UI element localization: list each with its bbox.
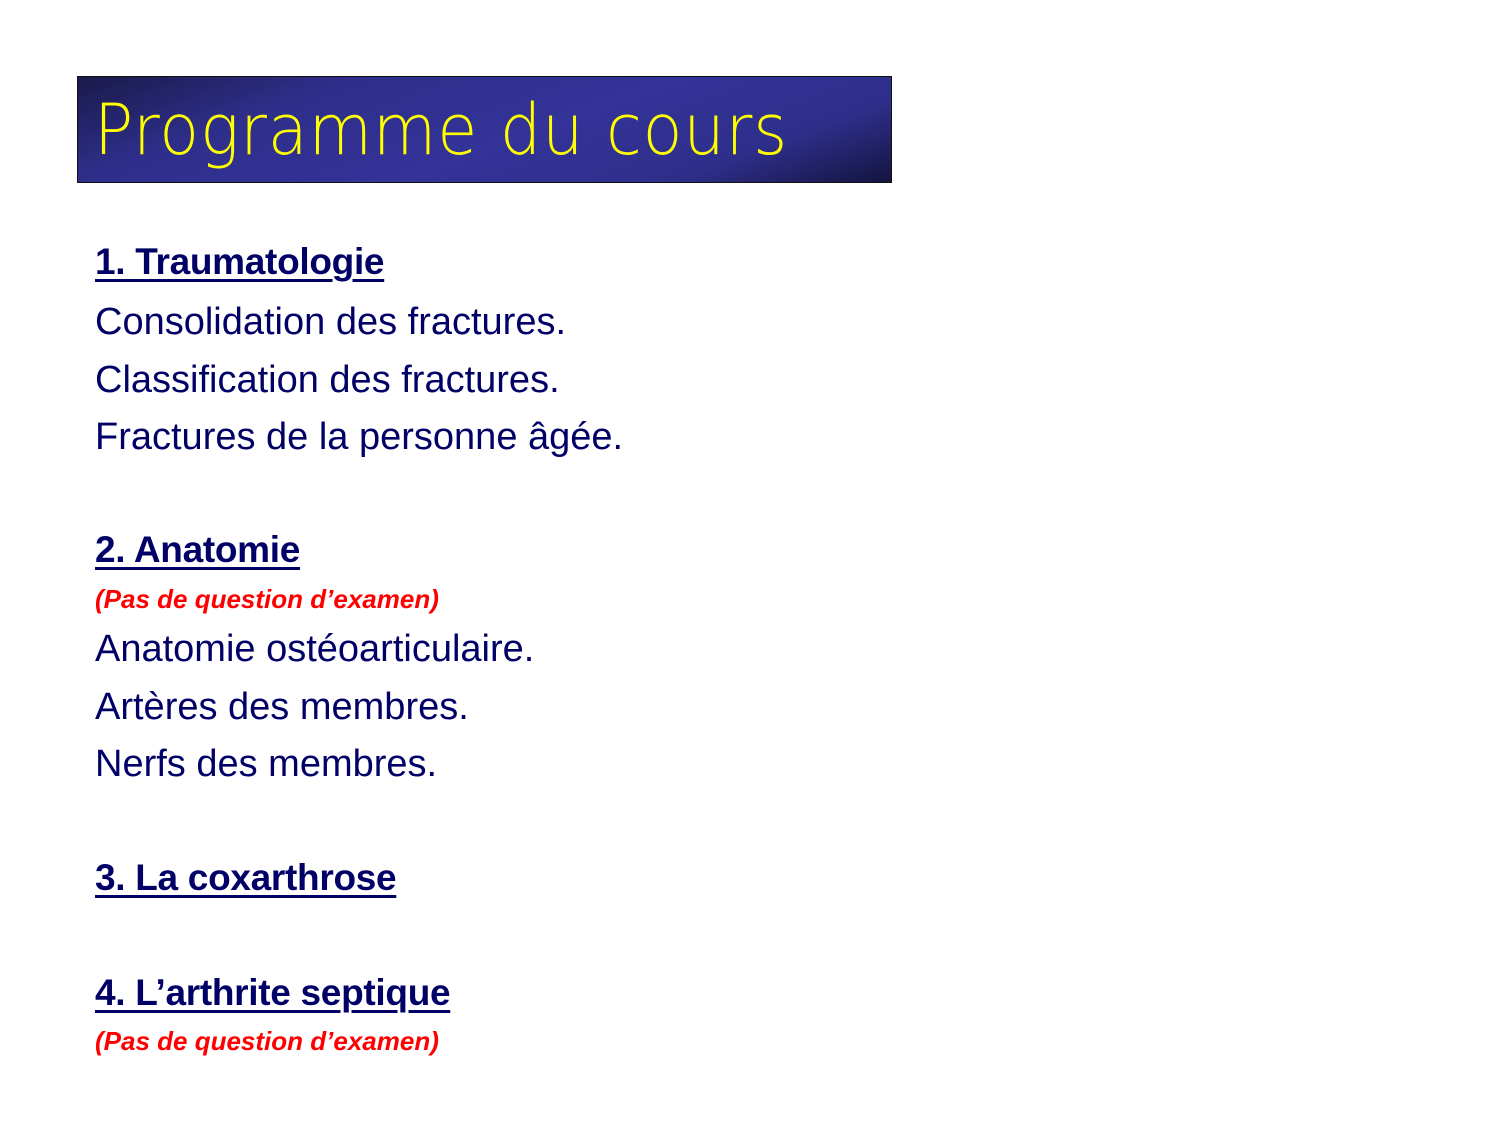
list-item: Classification des fractures. — [95, 359, 560, 401]
list-item: Anatomie ostéoarticulaire. — [95, 628, 535, 670]
section-heading-traumatologie: 1. Traumatologie — [95, 241, 385, 282]
list-item: Consolidation des fractures. — [95, 301, 567, 343]
slide-title: Programme du cours — [94, 89, 789, 171]
exam-note: (Pas de question d’examen) — [95, 584, 439, 614]
section-heading-arthrite-septique: 4. L’arthrite septique — [95, 972, 451, 1013]
list-item: Fractures de la personne âgée. — [95, 416, 624, 458]
section-heading-anatomie: 2. Anatomie — [95, 529, 301, 570]
list-item: Nerfs des membres. — [95, 743, 438, 785]
section-heading-coxarthrose: 3. La coxarthrose — [95, 857, 397, 898]
exam-note: (Pas de question d’examen) — [95, 1026, 439, 1056]
title-banner — [77, 76, 892, 183]
list-item: Artères des membres. — [95, 686, 469, 728]
